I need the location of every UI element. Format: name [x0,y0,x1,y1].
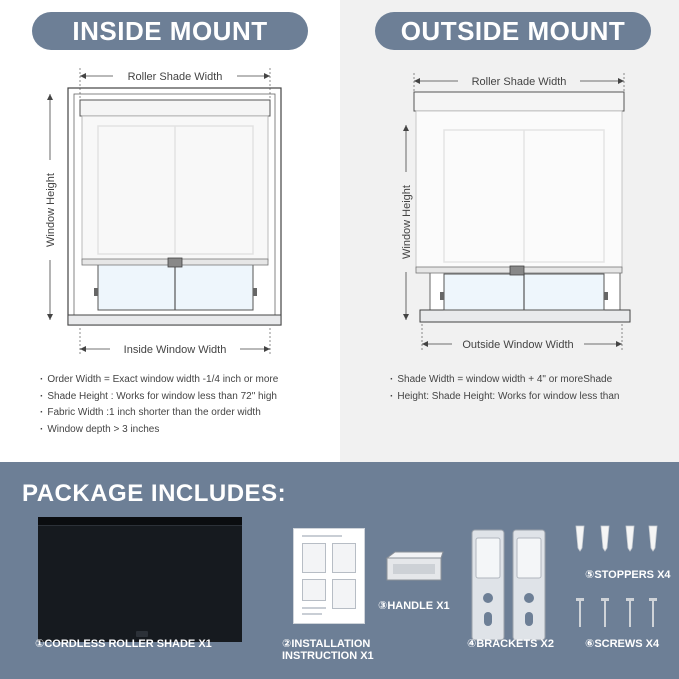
handle-item-label: ③HANDLE X1 [378,600,450,612]
outside-height-label: Window Height [401,185,413,259]
roller-shade-image [38,517,242,642]
inside-mount-diagram [0,60,340,365]
screw-icon [600,598,610,628]
screws-item-label: ⑥SCREWS X4 [585,638,660,650]
inside-bottom-label: Inside Window Width [123,344,227,356]
outside-mount-notes [390,372,679,405]
outside-mount-diagram [340,60,679,365]
package-section [0,462,679,679]
shade-headrail [38,517,242,526]
stopper-icon [625,524,635,552]
outside-note: · Height: Shade Height: Works for window less than [390,389,679,406]
inside-note: · Window depth > 3 inches [40,422,330,439]
stopper-icon [600,524,610,552]
instruction-label-line2: INSTRUCTION X1 [282,650,374,662]
inside-height-label: Window Height [45,173,57,247]
inside-note: · Order Width = Exact window width -1/4 inch or more [40,372,330,389]
inside-note: · Fabric Width :1 inch shorter than the order width [40,405,330,422]
shade-handle-icon [136,631,148,637]
stopper-icon [648,524,658,552]
package-title: PACKAGE INCLUDES: [22,480,287,507]
stopper-icon [575,524,585,552]
outside-bottom-label: Outside Window Width [462,339,574,351]
inside-mount-notes [40,372,330,438]
bracket-image [511,528,547,642]
screw-icon [575,598,585,628]
inside-width-label: Roller Shade Width [127,71,223,83]
instruction-item-label [282,638,374,662]
screw-icon [625,598,635,628]
instruction-label-line1: ②INSTALLATION [282,638,371,650]
bracket-image [470,528,506,642]
brackets-item-label: ④BRACKETS X2 [467,638,554,650]
outside-note: · Shade Width = window width + 4" or moreShade [390,372,679,389]
outside-width-label: Roller Shade Width [471,76,567,88]
inside-mount-title: INSIDE MOUNT [32,12,308,50]
instruction-booklet-image [293,528,365,624]
handle-part-image [383,550,445,586]
inside-note: · Shade Height : Works for window less than 72" high [40,389,330,406]
stoppers-item-label: ⑤STOPPERS X4 [585,569,671,581]
screw-icon [648,598,658,628]
shade-item-label: ①CORDLESS ROLLER SHADE X1 [35,638,212,650]
outside-mount-title: OUTSIDE MOUNT [375,12,651,50]
